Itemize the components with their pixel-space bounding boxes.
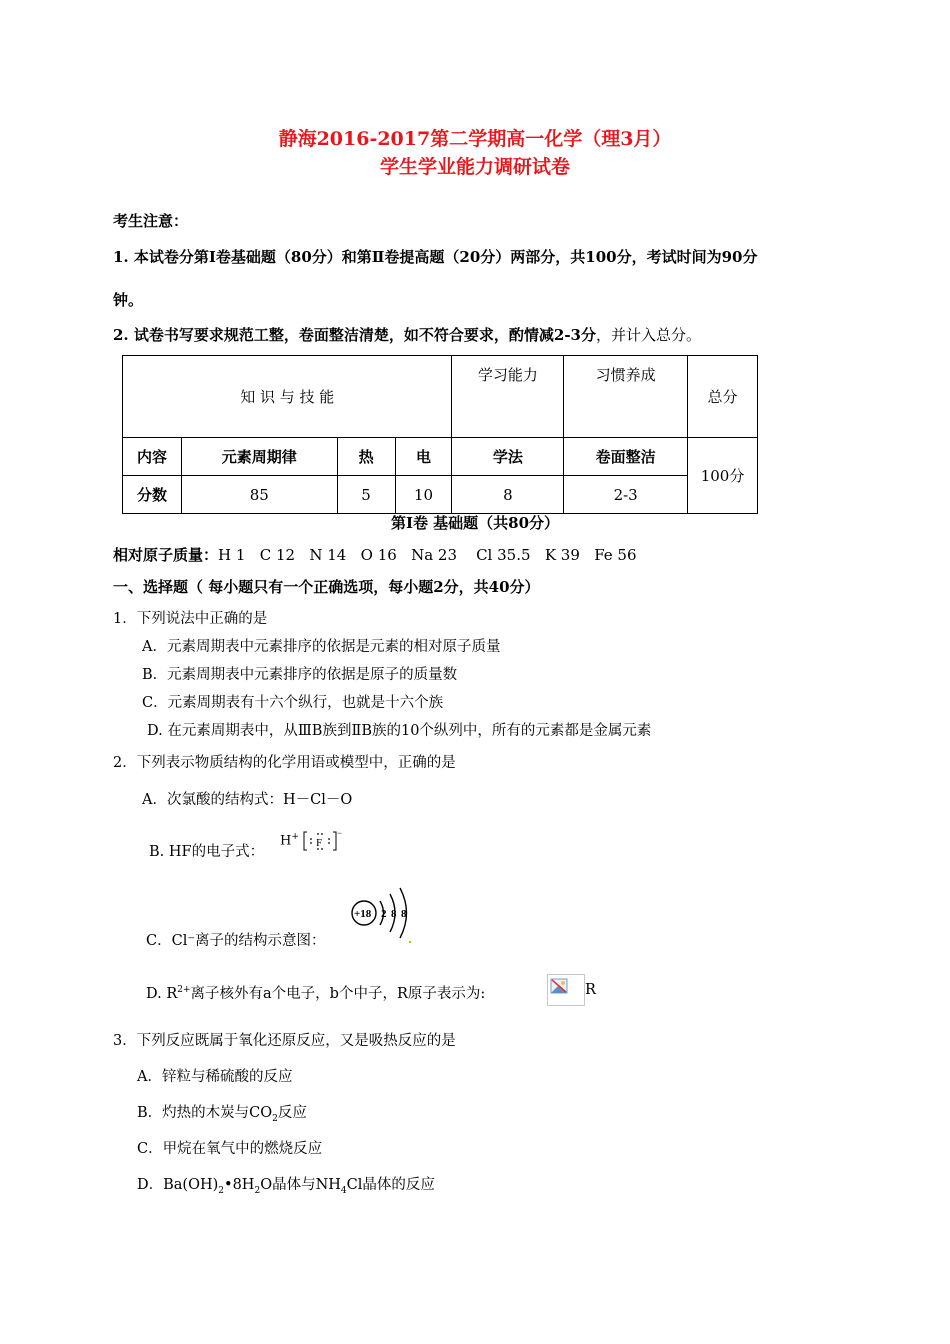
svg-text:F: F xyxy=(316,837,323,849)
atomic-mass-values: H 1 C 12 N 14 O 16 Na 23 Cl 35.5 K 39 Fe 56 xyxy=(218,546,637,564)
cl-ion-diagram xyxy=(347,884,417,950)
svg-text:8: 8 xyxy=(391,908,397,920)
q2-d-symbol: R xyxy=(585,982,596,998)
q3-d-part2: •8H xyxy=(224,1177,255,1193)
svg-text:2: 2 xyxy=(381,908,387,920)
section1-title: 第Ⅰ卷 基础题（共80分） xyxy=(390,514,560,532)
header-total: 总分 xyxy=(688,356,758,438)
part1-heading: 一、选择题（ 每小题只有一个正确选项，每小题2分，共40分） xyxy=(113,578,540,596)
q1-option-b: B．元素周期表中元素排序的依据是原子的质量数 xyxy=(142,667,458,683)
page-title: 静海2016-2017第二学期高一化学（理3月） xyxy=(278,128,672,150)
hf-plus: + xyxy=(291,832,299,843)
q1-stem: 1．下列说法中正确的是 xyxy=(113,611,268,627)
score-cell: 8 xyxy=(452,476,564,514)
header-knowledge: 知 识 与 技 能 xyxy=(123,356,452,438)
q2-d-text: 离子核外有a个电子，b个中子，R原子表示为: xyxy=(190,986,486,1002)
q3-d-part4: Cl晶体的反应 xyxy=(346,1177,435,1193)
page-subtitle: 学生学业能力调研试卷 xyxy=(379,156,570,178)
q2-d-prefix: D. R xyxy=(146,986,178,1002)
notice-heading: 考生注意： xyxy=(113,212,189,230)
notice-item-1-cont: 钟。 xyxy=(113,291,144,309)
q3-d-part3: O晶体与NH xyxy=(260,1177,341,1193)
q3-d-sub2: 2 xyxy=(254,1185,261,1196)
q3-option-b xyxy=(137,1101,307,1124)
content-cell: 元素周期律 xyxy=(181,438,337,476)
q3-d-part1: D．Ba(OH) xyxy=(137,1177,219,1193)
q3-b-prefix: B．灼热的木炭与CO xyxy=(137,1105,273,1121)
hf-electron-formula xyxy=(280,830,343,852)
q3-d-sub1: 2 xyxy=(218,1185,225,1196)
ion-structure-icon xyxy=(347,884,417,946)
q2-option-b: B. HF的电子式： xyxy=(149,844,265,860)
atomic-mass-line xyxy=(113,544,637,565)
svg-text:+18: +18 xyxy=(354,908,372,920)
hf-h: H xyxy=(280,833,292,849)
content-cell: 热 xyxy=(337,438,395,476)
q2-option-c: C．Cl⁻离子的结构示意图： xyxy=(146,933,326,949)
hf-bracket-icon xyxy=(303,830,343,852)
q3-option-d xyxy=(137,1173,435,1196)
header-learning: 学习能力 xyxy=(452,356,564,438)
notice-item-1: 1. 本试卷分第Ⅰ卷基础题（80分）和第Ⅱ卷提高题（20分）两部分，共100分，考试时间为90分 xyxy=(113,248,758,266)
total-cell: 100分 xyxy=(688,438,758,514)
svg-text:−: − xyxy=(337,830,343,838)
score-cell: 5 xyxy=(337,476,395,514)
header-habit: 习惯养成 xyxy=(564,356,688,438)
q3-d-sub3: 4 xyxy=(340,1185,347,1196)
q3-b-suffix: 反应 xyxy=(277,1105,307,1121)
content-cell: 电 xyxy=(395,438,452,476)
q1-option-d: D. 在元素周期表中，从ⅢB族到ⅡB族的10个纵列中，所有的元素都是金属元素 xyxy=(147,723,652,739)
broken-image-icon xyxy=(547,974,585,1010)
score-cell: 85 xyxy=(181,476,337,514)
content-cell: 学法 xyxy=(452,438,564,476)
q2-option-d xyxy=(146,982,485,1003)
score-cell: 10 xyxy=(395,476,452,514)
q1-option-a: A．元素周期表中元素排序的依据是元素的相对原子质量 xyxy=(142,639,501,655)
notice-item-2 xyxy=(113,324,701,345)
q1-option-c: C．元素周期表有十六个纵行，也就是十六个族 xyxy=(142,695,444,711)
notice-item-2-rest: ，并计入总分。 xyxy=(595,326,701,344)
q2-stem: 2．下列表示物质结构的化学用语或模型中，正确的是 xyxy=(113,755,456,771)
atomic-mass-label: 相对原子质量： xyxy=(113,546,219,564)
q2-option-a: A．次氯酸的结构式：H－Cl－O xyxy=(142,792,353,808)
q2-d-charge: 2+ xyxy=(177,985,191,996)
row-content-label: 内容 xyxy=(123,438,182,476)
q3-stem: 3．下列反应既属于氧化还原反应，又是吸热反应的是 xyxy=(113,1033,456,1049)
score-table xyxy=(122,355,758,514)
row-score-label: 分数 xyxy=(123,476,182,514)
svg-text:8: 8 xyxy=(401,908,407,920)
q3-option-c: C．甲烷在氧气中的燃烧反应 xyxy=(137,1141,323,1157)
score-cell: 2-3 xyxy=(564,476,688,514)
content-cell: 卷面整洁 xyxy=(564,438,688,476)
q3-b-sub: 2 xyxy=(272,1113,278,1124)
notice-item-2-bold: 2. 试卷书写要求规范工整，卷面整洁清楚，如不符合要求，酌情减2-3分 xyxy=(113,326,596,344)
q3-option-a: A．锌粒与稀硫酸的反应 xyxy=(137,1069,293,1085)
